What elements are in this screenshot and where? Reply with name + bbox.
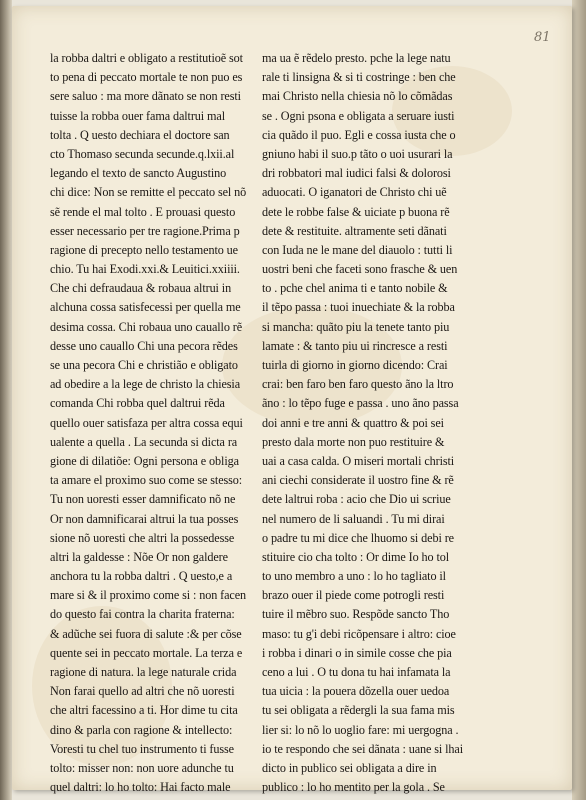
text-line: desse uno cauallo Chi una pecora rẽdes [50, 338, 238, 353]
text-column-right [262, 49, 472, 797]
text-line: tuire il mẽbro suo. Respõde sancto Tho [262, 607, 450, 622]
text-line: se . Ogni psona e obligata a seruare iusti [262, 108, 455, 123]
text-line: gniuno habi il suo.p tãto o uoi usurari la [262, 146, 453, 161]
text-line: che altri facessino a ti. Hor dime tu cita [50, 703, 238, 718]
folio-number: 81 [534, 30, 551, 45]
text-line: quello ouer satisfaza per altra cossa equi [50, 415, 243, 430]
text-line: to uno membro a uno : lo ho tagliato il [262, 569, 446, 584]
text-line: i robba i dinari o in simile cosse che pia [262, 645, 452, 660]
text-line: mare si & il proximo come si : non facen [50, 588, 247, 603]
text-line: con Iuda ne le mane del diauolo : tutti li [262, 242, 453, 257]
text-line: tolto: misser non: non uore adunche tu [50, 760, 234, 775]
text-line: il tẽpo passa : tuoi inuechiate & la robba [262, 300, 455, 315]
text-line: brazo ouer il piede come potrogli resti [262, 588, 445, 603]
text-line: anchora tu la robba daltri . Q uesto,e a [50, 569, 233, 584]
text-line: cto Thomaso secunda secunde.q.lxii.al [50, 146, 235, 161]
text-line: si mancha: quãto piu la tenete tanto piu [262, 319, 450, 334]
text-column-left [50, 49, 274, 797]
text-line: ma ua ẽ rẽdelo presto. pche la lege natu [262, 51, 451, 65]
text-line: dete le robbe false & uiciate p buona rẽ [262, 204, 450, 219]
text-line: ragione di precepto nello testamento ue [50, 242, 238, 257]
text-line: Tu non uoresti esser damnificato nõ ne [50, 492, 236, 507]
text-line: Or non damnificarai altrui la tua posses [50, 511, 239, 526]
text-line: altri la galdesse : Nõe Or non galdere [50, 549, 228, 564]
text-line: tuirla di giorno in giorno dicendo: Crai [262, 358, 448, 372]
text-line: ad obedire a la lege de christo la chiesia [50, 377, 241, 392]
text-line: ceno a lui . O tu dona tu hai infamata la [262, 665, 451, 679]
text-line: dino & parla con ragione & intellecto: [50, 722, 233, 737]
text-line: doi anni e tre anni & quattro & poi sei [262, 415, 444, 430]
text-line: se una pecora Chi e christião e obligato [50, 358, 238, 372]
text-line: do questo fai contra la charita fraterna: [50, 607, 235, 622]
text-line: comanda Chi robba quel daltrui rẽda [50, 396, 225, 411]
text-line: ani ciechi considerate il uostro fine & rẽ [262, 473, 454, 488]
text-line: desima cossa. Chi robaua uno cauallo rẽ [50, 319, 243, 334]
page-edge [572, 0, 586, 800]
text-line: tuisse la robba ouer fama daltrui mal [50, 108, 225, 123]
text-line: quente sei in peccato mortale. La terza e [50, 645, 243, 660]
text-line: dete & restituite. altramente seti dãnati [262, 223, 447, 238]
text-line: nel numero de li saluandi . Tu mi dirai [262, 511, 445, 526]
text-line: lamate : & tanto piu ui rincresce a resti [262, 338, 448, 353]
text-line: presto dala morte non puo restituire & [262, 434, 445, 449]
text-line: legando el texto de sancto Augustino [50, 166, 227, 181]
text-line: dicto in publico sei obligata a dire in [262, 760, 437, 775]
text-line: gione di dilatiõe: Ogni persona e obliga [50, 453, 239, 468]
text-line: dete laltrui roba : acio che Dio ui scriue [262, 492, 451, 507]
text-line: dri robbatori mal iudici falsi & dolorosi [262, 166, 451, 181]
text-line: esser necessario per tre ragione.Prima p [50, 223, 240, 238]
text-line: maso: tu g'i debi ricõpensare i altro: cioe [262, 626, 456, 641]
text-line: uostri beni che faceti sono frasche & uen [262, 262, 458, 277]
text-line: tolta . Q uesto dechiara el doctore san [50, 127, 230, 142]
text-line: ragione di natura. la lege naturale crida [50, 665, 237, 679]
text-line: & adũche sei fuora di salute :& per cõse [50, 626, 242, 641]
text-line: to . pche chel anima ti e tanto nobile & [262, 281, 448, 296]
text-line: uai a casa calda. O miseri mortali christi [262, 453, 455, 468]
text-line: aduocati. O iganatori de Christo chi uẽ [262, 185, 447, 200]
text-line: sione nõ uoresti che altri la possedesse [50, 530, 235, 545]
text-line: cia quãdo il puo. Egli e cossa iusta che o [262, 127, 456, 142]
text-line: o padre tu mi dice che lhuomo si debi re [262, 530, 454, 545]
text-line: publico : lo ho mentito per la gola . Se [262, 780, 445, 795]
text-line: to pena di peccato mortale te non puo es [50, 70, 243, 85]
text-line: mai Christo nella chiesia nõ lo cõmãdas [262, 89, 453, 104]
text-line: tua uicia : la pouera dõzella ouer uedoa [262, 684, 450, 699]
text-line: lier si: lo nõ lo uoglio fare: mi uergogna . [262, 722, 459, 737]
text-line: alchuna cossa satisfecessi per quella me [50, 300, 241, 315]
text-line: io te respondo che sei dãnata : uane si lhai [262, 741, 464, 756]
text-line: chio. Tu hai Exodi.xxi.& Leuitici.xxiiii. [50, 262, 240, 277]
text-line: chi dice: Non se remitte el peccato sel nõ [50, 185, 247, 200]
text-line: sẽ rende el mal tolto . E prouasi questo [50, 204, 236, 219]
text-line: ta amare el proximo suo come se stesso: [50, 473, 243, 488]
text-line: rale ti linsigna & si ti costringe : ben che [262, 70, 456, 85]
text-line: crai: ben faro ben faro questo ãno la ltro [262, 377, 454, 392]
text-line: Non farai quello ad altri che nõ uoresti [50, 684, 235, 699]
text-line: Che chi defraudaua & robaua altrui in [50, 281, 232, 296]
text-line: ãno : lo tẽpo fuge e passa . uno ãno passa [262, 396, 459, 411]
binding-gutter [0, 0, 12, 800]
text-line: la robba daltri e obligato a restitutioẽ sot [50, 51, 243, 65]
text-line: ualente a quella . La secunda si dicta ra [50, 434, 238, 449]
text-line: tu sei obligata a rẽdergli la sua fama mis [262, 703, 455, 718]
text-line: quel daltri: lo ho tolto: Hai facto male [50, 780, 231, 795]
text-line: stituire cio cha tolto : Or dime Io ho tol [262, 549, 450, 564]
text-line: Voresti tu chel tuo instrumento ti fusse [50, 741, 234, 756]
text-line: sere saluo : ma more dãnato se non resti [50, 89, 241, 104]
